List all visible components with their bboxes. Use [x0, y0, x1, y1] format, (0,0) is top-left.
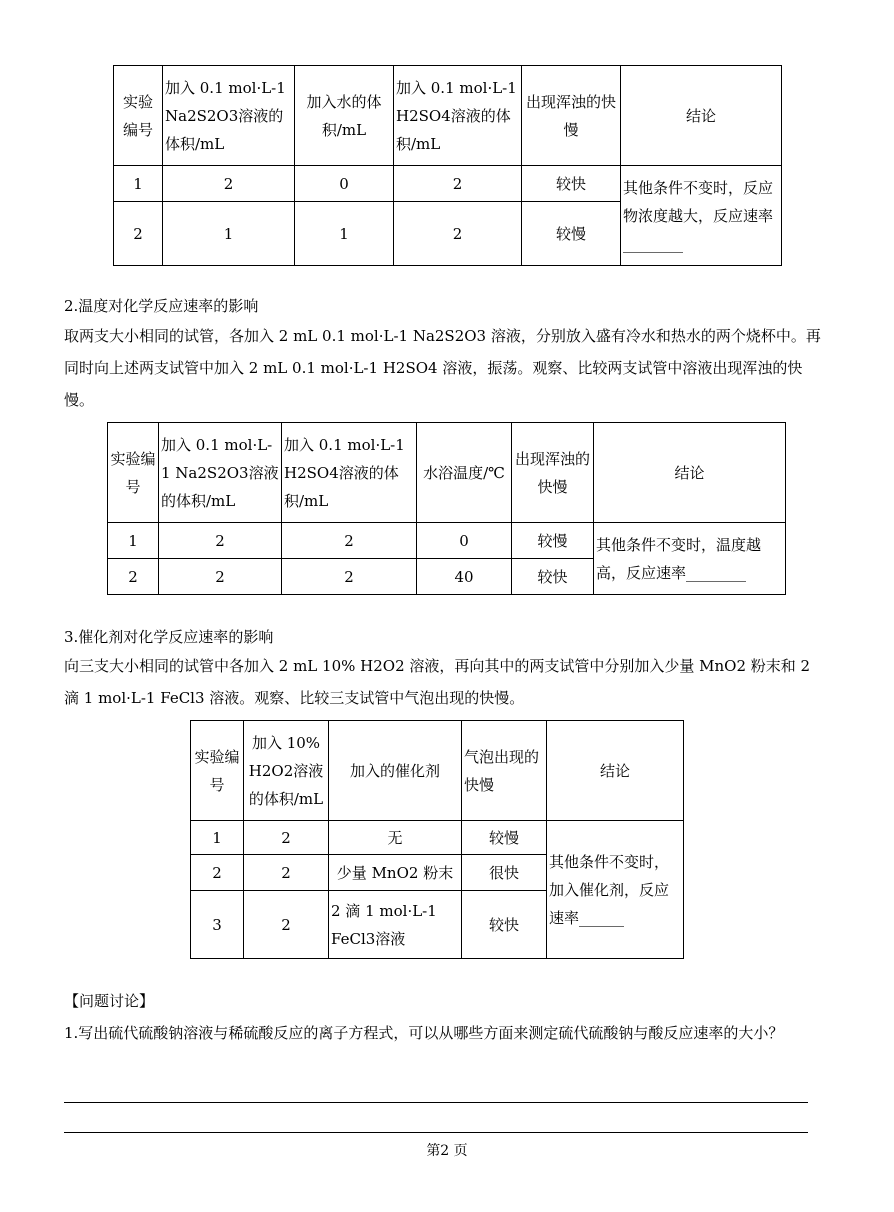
- table-cell: 2: [191, 855, 244, 891]
- answer-line: [64, 1102, 808, 1103]
- table-row: [108, 523, 786, 559]
- table-cell: 较慢: [522, 202, 621, 266]
- header-cell: 加入 10% H2O2溶液的体积/mL: [244, 721, 329, 821]
- table-row: [191, 821, 684, 855]
- table-cell: 2: [159, 559, 282, 595]
- header-cell: 加入 0.1 mol·L-1 Na2S2O3溶液的体积/mL: [159, 423, 282, 523]
- table-cell: 2: [108, 559, 159, 595]
- table-cell: 2: [244, 821, 329, 855]
- table-cell: 2: [282, 523, 417, 559]
- question-text: 1.写出硫代硫酸钠溶液与稀硫酸反应的离子方程式，可以从哪些方面来测定硫代硫酸钠与酸反应速率的大小？: [64, 1024, 784, 1042]
- section-text: 取两支大小相同的试管，各加入 2 mL 0.1 mol·L-1 Na2S2O3 溶液，分别放入盛有冷水和热水的两个烧杯中。再同时向上述两支试管中加入 2 mL 0.1 mol·L-1 H2SO4 溶液，振荡。观察、比较两支试管中溶液出现浑浊的快慢。: [64, 327, 821, 409]
- header-cell: 加入水的体积/mL: [295, 66, 394, 166]
- section-title: 3.催化剂对化学反应速率的影响: [64, 628, 274, 646]
- header-cell: 结论: [547, 721, 684, 821]
- table-cell: 较快: [512, 559, 594, 595]
- table-cell: 1: [114, 166, 163, 202]
- table-cell: 2: [282, 559, 417, 595]
- table-cell: 1: [295, 202, 394, 266]
- table-cell: 2: [163, 166, 295, 202]
- table-cell: 2: [394, 202, 522, 266]
- table-cell: 0: [295, 166, 394, 202]
- header-cell: 出现浑浊的快慢: [522, 66, 621, 166]
- table-cell: 0: [417, 523, 512, 559]
- table-concentration: [113, 65, 782, 266]
- table-cell: 40: [417, 559, 512, 595]
- table-row: [114, 166, 782, 202]
- table-catalyst: [190, 720, 684, 959]
- header-cell: 实验编号: [114, 66, 163, 166]
- table-cell: 1: [163, 202, 295, 266]
- table-header-row: [191, 721, 684, 821]
- table-cell: 无: [329, 821, 462, 855]
- table-cell: 2: [394, 166, 522, 202]
- header-cell: 气泡出现的快慢: [462, 721, 547, 821]
- header-cell: 加入 0.1 mol·L-1 H2SO4溶液的体积/mL: [394, 66, 522, 166]
- header-cell: 实验编号: [108, 423, 159, 523]
- discussion-heading: 【问题讨论】: [64, 992, 155, 1010]
- header-cell: 出现浑浊的快慢: [512, 423, 594, 523]
- header-cell: 水浴温度/℃: [417, 423, 512, 523]
- header-cell: 结论: [594, 423, 786, 523]
- page-number: 第2 页: [426, 1143, 468, 1159]
- header-cell: 加入 0.1 mol·L-1 H2SO4溶液的体积/mL: [282, 423, 417, 523]
- header-cell: 加入 0.1 mol·L-1 Na2S2O3溶液的体积/mL: [163, 66, 295, 166]
- table-cell: 3: [191, 891, 244, 959]
- table-cell: 少量 MnO2 粉末: [329, 855, 462, 891]
- table-cell: 2: [114, 202, 163, 266]
- table-cell: 较慢: [462, 821, 547, 855]
- conclusion-cell: 其他条件不变时，反应物浓度越大，反应速率________: [621, 166, 782, 266]
- table-cell: 较快: [462, 891, 547, 959]
- table-cell: 1: [108, 523, 159, 559]
- table-temperature: [107, 422, 786, 595]
- conclusion-cell: 其他条件不变时，温度越高，反应速率________: [594, 523, 786, 595]
- table-cell: 很快: [462, 855, 547, 891]
- table-cell: 较慢: [512, 523, 594, 559]
- conclusion-cell: 其他条件不变时，加入催化剂，反应速率______: [547, 821, 684, 959]
- table-cell: 较快: [522, 166, 621, 202]
- table-cell: 2: [244, 855, 329, 891]
- header-cell: 加入的催化剂: [329, 721, 462, 821]
- table-header-row: [108, 423, 786, 523]
- section-text: 向三支大小相同的试管中各加入 2 mL 10% H2O2 溶液，再向其中的两支试管中分别加入少量 MnO2 粉末和 2 滴 1 mol·L-1 FeCl3 溶液。观察、比较三支试管中气泡出现的快慢。: [64, 657, 811, 707]
- answer-line: [64, 1132, 808, 1133]
- table-cell: 2: [159, 523, 282, 559]
- header-cell: 实验编号: [191, 721, 244, 821]
- table-cell: 2: [244, 891, 329, 959]
- table-cell: 1: [191, 821, 244, 855]
- table-cell: 2 滴 1 mol·L-1 FeCl3溶液: [329, 891, 462, 959]
- section-title: 2.温度对化学反应速率的影响: [64, 297, 259, 315]
- table-header-row: [114, 66, 782, 166]
- header-cell: 结论: [621, 66, 782, 166]
